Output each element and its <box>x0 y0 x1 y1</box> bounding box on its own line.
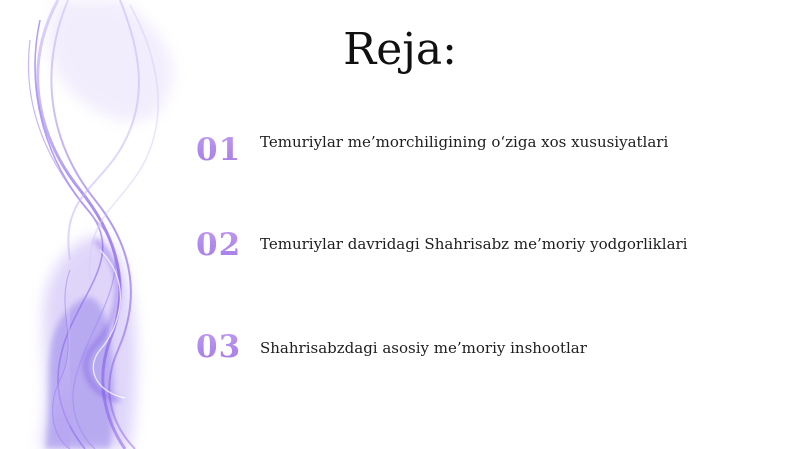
agenda-number: 01 <box>196 128 252 172</box>
agenda-text: Temuriylar me’morchiligining o‘ziga xos xususiyatlari <box>260 133 669 151</box>
agenda-text: Temuriylar davridagi Shahrisabz me’moriy yodgorliklari <box>260 235 688 253</box>
agenda-number: 03 <box>196 325 252 369</box>
agenda-item-1 <box>196 128 756 172</box>
agenda-item-3 <box>196 325 756 369</box>
agenda-text: Shahrisabzdagi asosiy me’moriy inshootlar <box>260 339 587 357</box>
slide-title: Reja: <box>343 24 457 75</box>
agenda-item-2 <box>196 223 756 267</box>
agenda-number: 02 <box>196 223 252 267</box>
smoke-ribbon-decoration <box>0 0 220 449</box>
